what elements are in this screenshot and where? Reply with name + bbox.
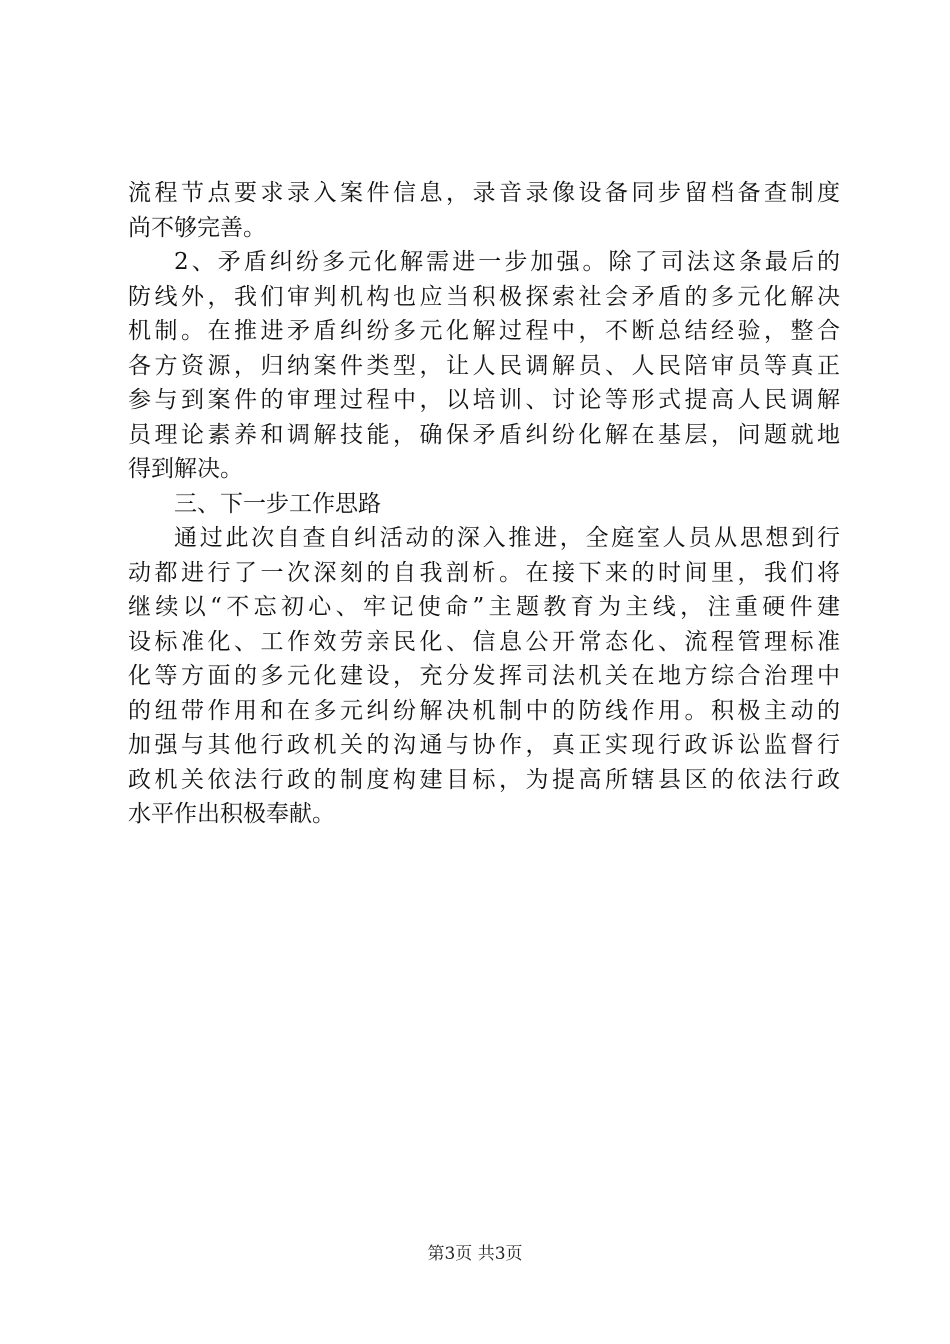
text-line: 政机关依法行政的制度构建目标，为提高所辖县区的依法行政 [128,766,840,793]
page-number-footer: 第3页 共3页 [427,1244,523,1264]
text-line: 机制。在推进矛盾纠纷多元化解过程中，不断总结经验，整合 [128,318,840,344]
document-body [128,176,840,832]
text-line: 参与到案件的审理过程中，以培训、讨论等形式提高人民调解 [128,387,840,413]
text-line: 动都进行了一次深刻的自我剖析。在接下来的时间里，我们将 [128,559,840,586]
text-line: 尚不够完善。 [128,214,266,241]
text-line: 的纽带作用和在多元纠纷解决机制中的防线作用。积极主动的 [128,697,840,724]
text-line: 加强与其他行政机关的沟通与协作，真正实现行政诉讼监督行 [128,732,840,758]
text-line: 化等方面的多元化建设，充分发挥司法机关在地方综合治理中 [128,663,840,689]
text-line: 得到解决。 [128,456,243,482]
section-heading: 三、下一步工作思路 [174,490,381,517]
text-line: 防线外，我们审判机构也应当积极探索社会矛盾的多元化解决 [128,283,840,310]
text-line: 各方资源，归纳案件类型，让人民调解员、人民陪审员等真正 [128,352,840,379]
text-line: 水平作出积极奉献。 [128,801,335,827]
text-line: 继续以“不忘初心、牢记使命”主题教育为主线，注重硬件建 [128,594,840,620]
text-line: 流程节点要求录入案件信息，录音录像设备同步留档备查制度 [128,180,840,206]
text-line: 2、矛盾纠纷多元化解需进一步加强。除了司法这条最后的 [174,249,840,275]
text-line: 员理论素养和调解技能，确保矛盾纠纷化解在基层，问题就地 [128,421,840,448]
text-line: 设标准化、工作效劳亲民化、信息公开常态化、流程管理标准 [128,628,840,655]
text-line: 通过此次自查自纠活动的深入推进，全庭室人员从思想到行 [174,525,840,551]
